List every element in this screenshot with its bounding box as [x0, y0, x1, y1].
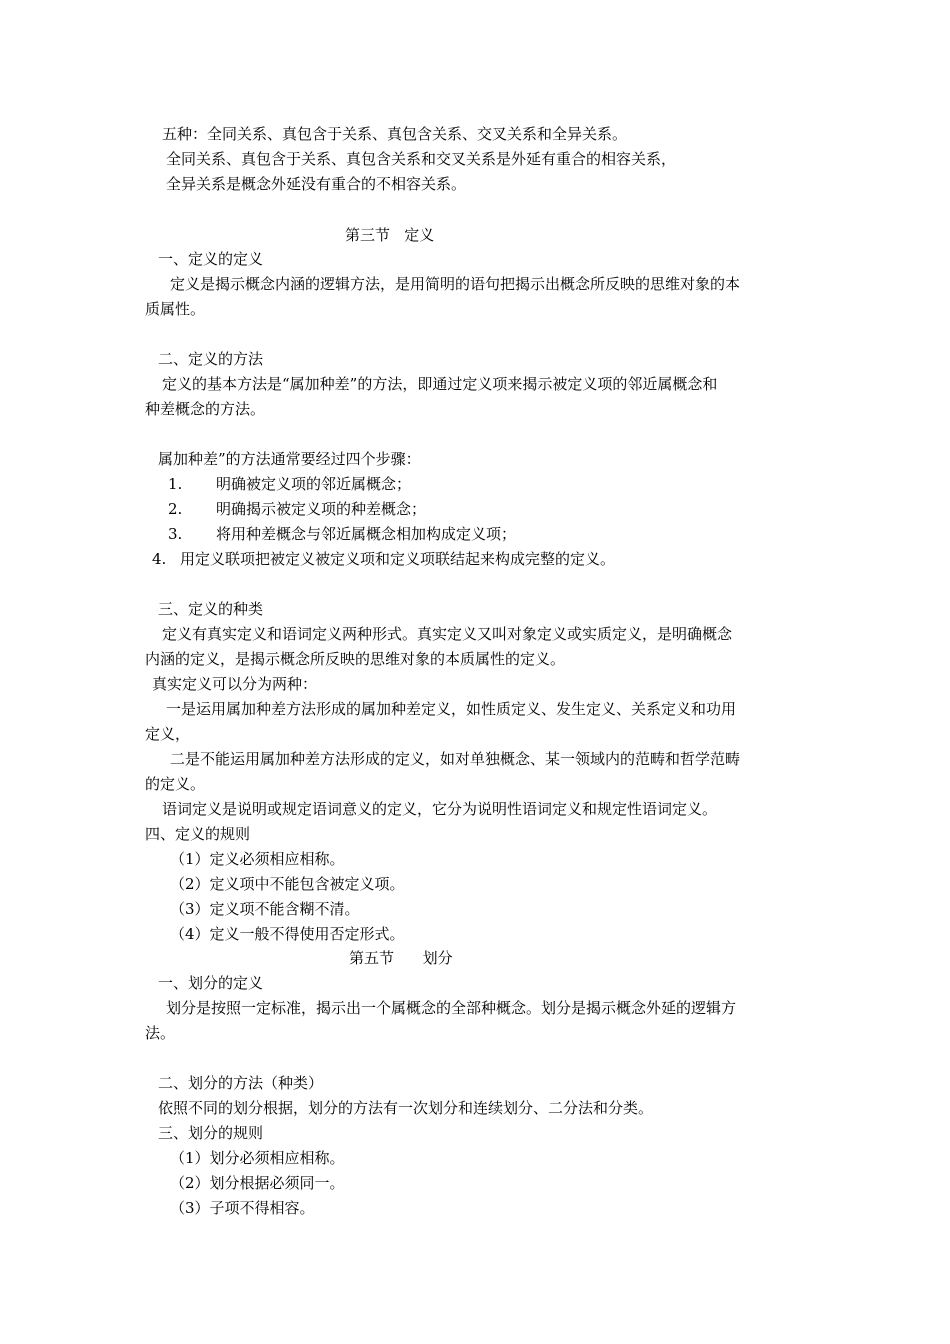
section-title: 第五节 划分 — [349, 949, 453, 967]
paragraph-line: 二是不能运用属加种差方法形成的定义，如对单独概念、某一领域内的范畴和哲学范畴 — [170, 750, 741, 768]
rule-item: （3）子项不得相容。 — [170, 1199, 315, 1217]
paragraph-line: 定义是揭示概念内涵的逻辑方法，是用简明的语句把揭示出概念所反映的思维对象的本 — [170, 275, 741, 293]
paragraph-line: 质属性。 — [145, 300, 206, 318]
paragraph-line: 定义的基本方法是“属加种差”的方法，即通过定义项来揭示被定义项的邻近属概念和 — [162, 375, 718, 393]
paragraph-line: 真实定义可以分为两种： — [152, 675, 318, 693]
list-number: 3. — [168, 525, 183, 543]
list-text: 用定义联项把被定义被定义项和定义项联结起来构成完整的定义。 — [180, 550, 616, 568]
paragraph-line: 依照不同的划分根据，划分的方法有一次划分和连续划分、二分法和分类。 — [158, 1099, 654, 1117]
list-number: 4. — [152, 550, 167, 568]
rule-item: （4）定义一般不得使用否定形式。 — [170, 925, 405, 943]
paragraph-line: 五种：全同关系、真包含于关系、真包含关系、交叉关系和全异关系。 — [162, 125, 628, 143]
rule-item: （1）划分必须相应相称。 — [170, 1149, 345, 1167]
paragraph-line: 一是运用属加种差方法形成的属加种差定义，如性质定义、发生定义、关系定义和功用 — [166, 700, 737, 718]
section-title: 第三节 定义 — [345, 226, 435, 244]
subsection-heading: 三、定义的种类 — [158, 600, 264, 618]
list-item — [168, 472, 411, 497]
paragraph-line: 全异关系是概念外延没有重合的不相容关系。 — [166, 175, 467, 193]
paragraph-line: 种差概念的方法。 — [145, 400, 266, 418]
paragraph-line: 定义有真实定义和语词定义两种形式。真实定义又叫对象定义或实质定义，是明确概念 — [162, 625, 733, 643]
subsection-heading: 一、划分的定义 — [158, 974, 264, 992]
paragraph-line: 语词定义是说明或规定语词意义的定义，它分为说明性语词定义和规定性语词定义。 — [162, 800, 718, 818]
subsection-heading: 四、定义的规则 — [145, 825, 251, 843]
list-item — [168, 522, 516, 547]
list-number: 1. — [168, 475, 183, 493]
paragraph-line: 的定义。 — [145, 775, 206, 793]
paragraph-line: 法。 — [145, 1024, 176, 1042]
subsection-heading: 二、划分的方法（种类） — [158, 1074, 324, 1092]
subsection-heading: 二、定义的方法 — [158, 350, 264, 368]
subsection-heading: 一、定义的定义 — [158, 250, 264, 268]
subsection-heading: 三、划分的规则 — [158, 1124, 264, 1142]
list-text: 明确被定义项的邻近属概念； — [216, 475, 412, 493]
paragraph-line: 内涵的定义，是揭示概念所反映的思维对象的本质属性的定义。 — [145, 650, 566, 668]
list-item — [152, 547, 615, 572]
rule-item: （2）定义项中不能包含被定义项。 — [170, 875, 405, 893]
paragraph-line: 全同关系、真包含于关系、真包含关系和交叉关系是外延有重合的相容关系， — [166, 150, 677, 168]
list-text: 将用种差概念与邻近属概念相加构成定义项； — [216, 525, 517, 543]
rule-item: （2）划分根据必须同一。 — [170, 1174, 345, 1192]
list-number: 2. — [168, 500, 183, 518]
paragraph-line: 定义， — [145, 725, 191, 743]
rule-item: （3）定义项不能含糊不清。 — [170, 900, 360, 918]
paragraph-line: 属加种差”的方法通常要经过四个步骤： — [158, 450, 421, 468]
paragraph-line: 划分是按照一定标准，揭示出一个属概念的全部种概念。划分是揭示概念外延的逻辑方 — [166, 999, 737, 1017]
list-item — [168, 497, 426, 522]
list-text: 明确揭示被定义项的种差概念； — [216, 500, 427, 518]
rule-item: （1）定义必须相应相称。 — [170, 850, 345, 868]
